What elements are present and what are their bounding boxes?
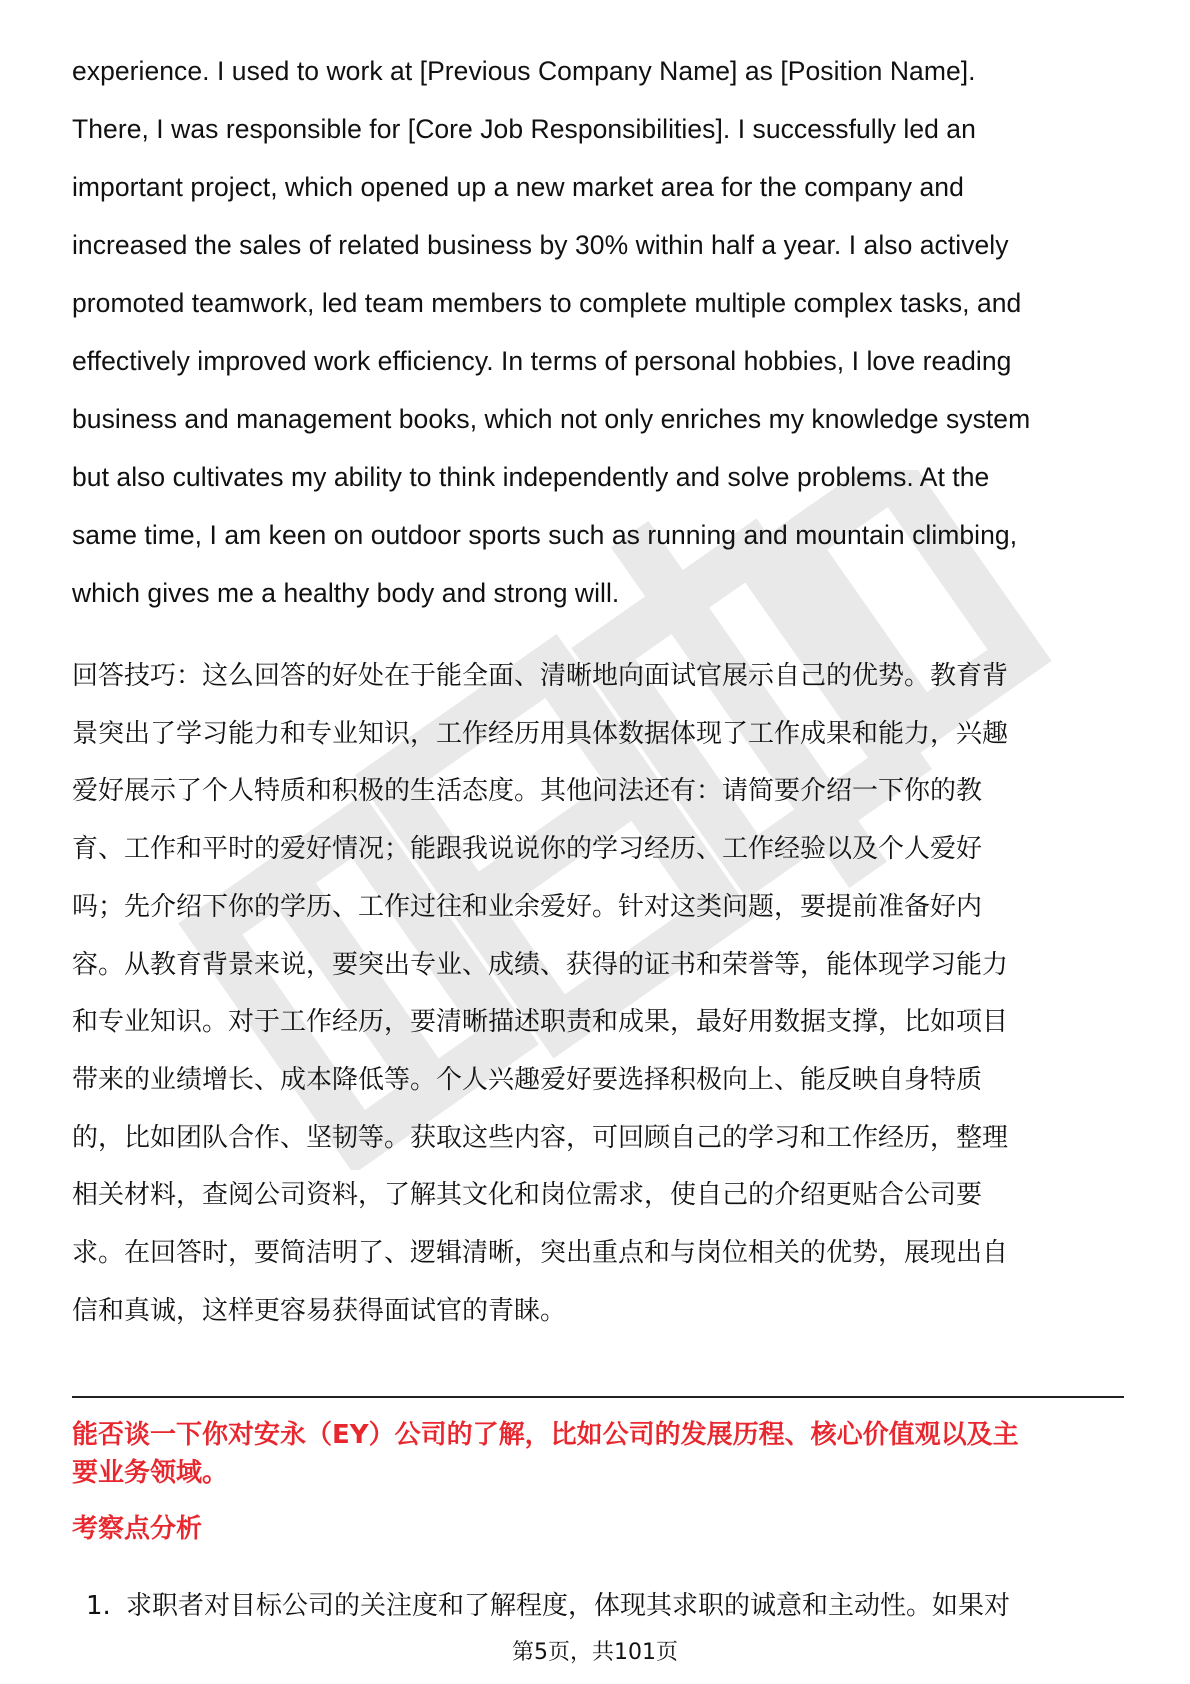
main-content [72,42,1122,1340]
question-heading [72,1416,1127,1492]
tips-line: 景突出了学习能力和专业知识，工作经历用具体数据体现了工作成果和能力，兴趣 [72,718,1009,749]
tips-line: 回答技巧：这么回答的好处在于能全面、清晰地向面试官展示自己的优势。教育背 [72,661,1009,691]
body-line: but also cultivates my ability to think independently and solve problems. At the [72,462,990,492]
body-paragraph [72,42,1122,622]
question-line: 能否谈一下你对安永（EY）公司的了解，比如公司的发展历程、核心价值观以及主 [72,1420,1019,1450]
body-line: which gives me a healthy body and strong will. [72,578,620,608]
tips-line: 求。在回答时，要简洁明了、逻辑清晰，突出重点和与岗位相关的优势，展现出自 [72,1238,1009,1269]
body-line: effectively improved work efficiency. In terms of personal hobbies, I love reading [72,346,1012,376]
body-line: promoted teamwork, led team members to complete multiple complex tasks, and [72,288,1022,318]
body-line: increased the sales of related business by 30% within half a year. I also actively [72,230,1009,260]
tips-line: 育、工作和平时的爱好情况；能跟我说说你的学习经历、工作经验以及个人爱好 [72,834,983,865]
body-line: same time, I am keen on outdoor sports such as running and mountain climbing, [72,520,1018,550]
page-footer: 第5页，共101页 [512,1640,678,1665]
body-line: business and management books, which not only enriches my knowledge system [72,404,1031,434]
tips-line: 信和真诚，这样更容易获得面试官的青睐。 [72,1295,567,1326]
section-divider [72,1396,1124,1398]
question-line: 要业务领域。 [72,1458,229,1488]
list-item-number: 1. [86,1591,111,1621]
tips-line: 和专业知识。对于工作经历，要清晰描述职责和成果，最好用数据支撑，比如项目 [72,1007,1009,1038]
tips-line: 爱好展示了个人特质和积极的生活态度。其他问法还有：请简要介绍一下你的教 [72,776,983,807]
tips-line: 带来的业绩增长、成本降低等。个人兴趣爱好要选择积极向上、能反映自身特质 [72,1064,983,1095]
list-item [86,1587,1010,1625]
tips-line: 的，比如团队合作、坚韧等。获取这些内容，可回顾自己的学习和工作经历，整理 [72,1122,1009,1153]
body-line: experience. I used to work at [Previous Company Name] as [Position Name]. [72,56,976,86]
tips-line: 相关材料，查阅公司资料，了解其文化和岗位需求，使自己的介绍更贴合公司要 [72,1180,983,1211]
body-line: important project, which opened up a new market area for the company and [72,172,964,202]
tips-line: 容。从教育背景来说，要突出专业、成绩、获得的证书和荣誉等，能体现学习能力 [72,949,1009,980]
list-item-text: 求职者对目标公司的关注度和了解程度，体现其求职的诚意和主动性。如果对 [126,1591,1011,1621]
tips-line: 吗；先介绍下你的学历、工作过往和业余爱好。针对这类问题，要提前准备好内 [72,891,983,922]
analysis-heading: 考察点分析 [72,1514,203,1544]
body-line: There, I was responsible for [Core Job Responsibilities]. I successfully led an [72,114,976,144]
answer-tips-paragraph [72,648,1122,1340]
